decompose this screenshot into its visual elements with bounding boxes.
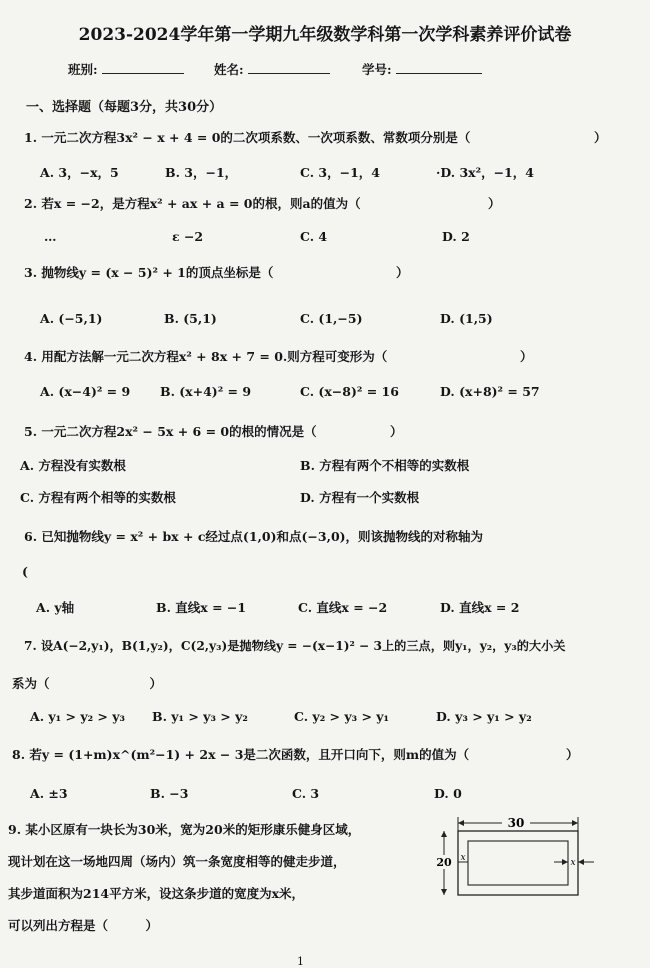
- question-7-option-d: D. y₃ > y₁ > y₂: [436, 709, 532, 724]
- question-7-option-c: C. y₂ > y₃ > y₁: [294, 709, 390, 724]
- question-1-stem: 1. 一元二次方程3x² − x + 4 = 0的二次项系数、一次项系数、常数项分别是（: [24, 130, 471, 145]
- id-blank: [396, 61, 482, 74]
- question-9-line-4: 可以列出方程是（ ）: [8, 918, 159, 933]
- question-8-bracket: ）: [566, 747, 579, 762]
- section-heading: 一、选择题（每题3分，共30分）: [26, 100, 223, 115]
- question-4-bracket: ）: [520, 349, 533, 364]
- question-5-option-d: D. 方程有一个实数根: [300, 490, 420, 505]
- right-width-x-label: x: [570, 858, 576, 868]
- question-8-option-a: A. ±3: [30, 786, 68, 801]
- question-1-option-b: B. 3，−1，: [165, 165, 238, 180]
- question-2-option-a: …: [44, 229, 57, 244]
- question-4-option-a: A. (x−4)² = 9: [40, 384, 131, 399]
- question-5-option-a: A. 方程没有实数根: [20, 458, 126, 473]
- length-arrow-right: [572, 820, 578, 826]
- question-2-bracket: ）: [488, 196, 501, 211]
- name-blank: [248, 61, 330, 74]
- question-3-bracket: ）: [396, 265, 409, 280]
- question-5-option-b: B. 方程有两个不相等的实数根: [300, 458, 470, 473]
- inner-rectangle: [468, 841, 568, 885]
- class-blank: [102, 61, 184, 74]
- question-7-option-a: A. y₁ > y₂ > y₃: [30, 709, 125, 724]
- question-3-option-a: A. (−5,1): [40, 311, 103, 326]
- question-4-option-c: C. (x−8)² = 16: [300, 384, 399, 399]
- class-field: [68, 60, 184, 78]
- question-8-option-c: C. 3: [292, 786, 320, 801]
- question-8-option-d: D. 0: [434, 786, 462, 801]
- question-9-line-2: 现计划在这一场地四周（场内）筑一条宽度相等的健走步道，: [8, 854, 346, 869]
- question-1-bracket: ）: [594, 130, 607, 145]
- question-3-option-b: B. (5,1): [164, 311, 217, 326]
- question-2-option-c: C. 4: [300, 229, 328, 244]
- question-4-option-b: B. (x+4)² = 9: [160, 384, 252, 399]
- question-4-option-d: D. (x+8)² = 57: [440, 384, 540, 399]
- question-6-option-a: A. y轴: [36, 600, 75, 615]
- question-1-option-a: A. 3，−x，5: [40, 165, 119, 180]
- question-1-option-d: ·D. 3x²，−1，4: [436, 165, 534, 180]
- left-width-x-label: x: [460, 853, 466, 863]
- question-6-stem: 6. 已知抛物线y = x² + bx + c经过点(1,0)和点(−3,0)，则该抛物线的对称轴为: [24, 529, 484, 544]
- question-7-option-b: B. y₁ > y₃ > y₂: [152, 709, 248, 724]
- question-2-stem: 2. 若x = −2，是方程x² + ax + a = 0的根，则a的值为（: [24, 196, 361, 211]
- question-8-option-b: B. −3: [150, 786, 189, 801]
- question-7-stem: 7. 设A(−2,y₁)，B(1,y₂)，C(2,y₃)是抛物线y = −(x−1)² − 3上的三点，则y₁，y₂，y₃的大小关: [24, 639, 566, 653]
- name-field: [214, 60, 330, 78]
- question-2-option-b: ε −2: [172, 229, 204, 244]
- class-label: 班别:: [68, 62, 98, 77]
- walkway-rectangle-figure: [430, 815, 600, 900]
- question-4-stem: 4. 用配方法解一元二次方程x² + 8x + 7 = 0.则方程可变形为（: [24, 349, 388, 364]
- question-8-stem: 8. 若y = (1+m)x^(m²−1) + 2x − 3是二次函数，且开口向下，则m的值为（: [12, 747, 470, 762]
- question-5-stem: 5. 一元二次方程2x² − 5x + 6 = 0的根的情况是（: [24, 424, 317, 439]
- width-label: 20: [436, 856, 452, 869]
- question-7-continuation: 系为（ ）: [12, 676, 163, 691]
- question-6-option-c: C. 直线x = −2: [298, 600, 388, 615]
- question-6-option-d: D. 直线x = 2: [440, 600, 520, 615]
- name-label: 姓名:: [214, 62, 244, 77]
- question-3-stem: 3. 抛物线y = (x − 5)² + 1的顶点坐标是（: [24, 265, 274, 280]
- question-2-option-d: D. 2: [442, 229, 470, 244]
- question-9-line-3: 其步道面积为214平方米，设这条步道的宽度为x米，: [8, 886, 305, 901]
- page-number: 1: [297, 955, 304, 968]
- exam-title: 2023-2024学年第一学期九年级数学科第一次学科素养评价试卷: [78, 25, 572, 45]
- id-label: 学号:: [362, 62, 392, 77]
- question-3-option-d: D. (1,5): [440, 311, 493, 326]
- id-field: [362, 60, 482, 78]
- question-6-option-b: B. 直线x = −1: [156, 600, 247, 615]
- question-9-line-1: 9. 某小区原有一块长为30米，宽为20米的矩形康乐健身区域，: [8, 822, 361, 837]
- question-5-bracket: ）: [390, 424, 403, 439]
- length-arrow-left: [458, 820, 464, 826]
- question-5-option-c: C. 方程有两个相等的实数根: [20, 490, 176, 505]
- question-1-option-c: C. 3，−1，4: [300, 165, 380, 180]
- length-label: 30: [507, 816, 525, 830]
- question-6-bracket: (: [22, 564, 28, 579]
- question-3-option-c: C. (1,−5): [300, 311, 363, 326]
